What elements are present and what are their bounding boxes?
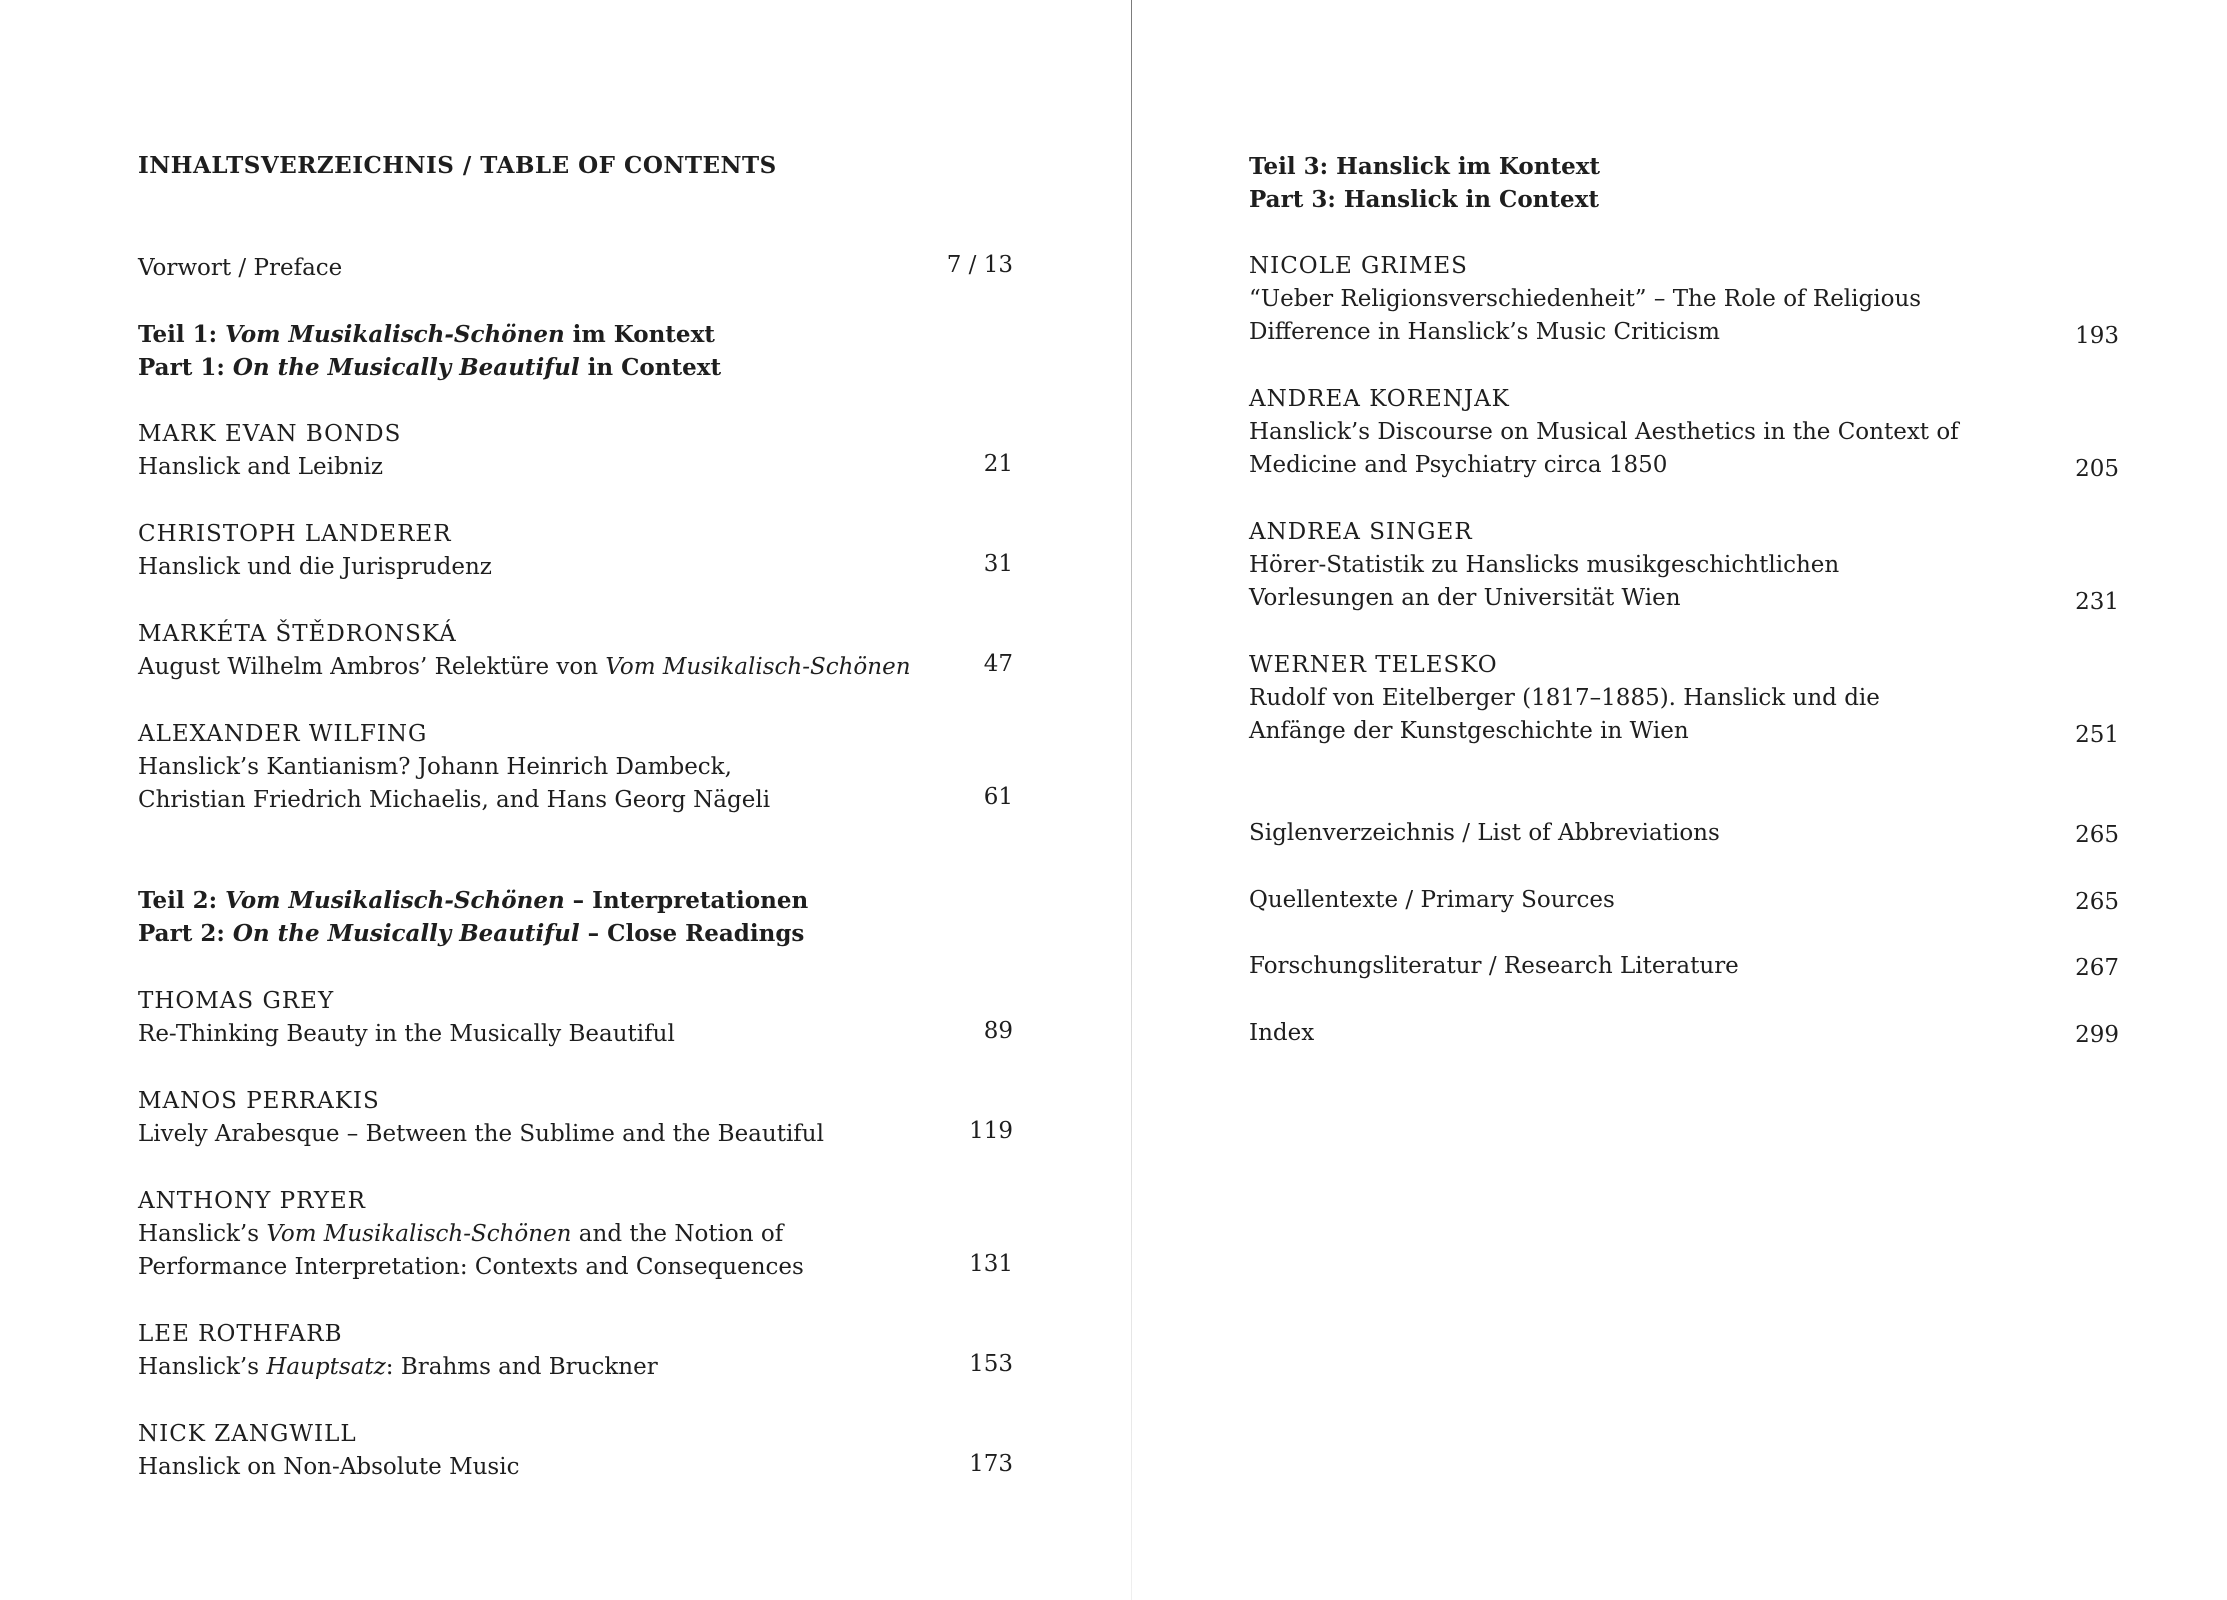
entry-page: 153 [969,1351,1013,1377]
entry-title: Hanslick und die Jurisprudenz [138,554,492,580]
entry-page: 193 [2075,323,2119,349]
entry-page: 119 [969,1118,1013,1144]
backmatter-page: 265 [2075,822,2119,848]
part2-title-de: Teil 2: Vom Musikalisch-Schönen – Interpretationen [138,887,809,914]
entry-title: Hanslick’s Hauptsatz: Brahms and Bruckner [138,1354,658,1380]
backmatter-title: Index [1249,1020,1315,1046]
part1-title-de: Teil 1: Vom Musikalisch-Schönen im Kontext [138,321,715,348]
entry-author: ALEXANDER WILFING [138,721,428,747]
entry-page: 61 [983,784,1013,810]
entry-title-line1: Rudolf von Eitelberger (1817–1885). Hanslick und die [1249,685,1880,711]
entry-page: 47 [983,651,1013,677]
page-gutter [1131,0,1132,1600]
entry-title-line1: Hanslick’s Vom Musikalisch-Schönen and the Notion of [138,1221,784,1247]
entry-title-line2: Medicine and Psychiatry circa 1850 [1249,452,1668,478]
toc-heading: INHALTSVERZEICHNIS / TABLE OF CONTENTS [138,152,777,179]
entry-author: MARKÉTA ŠTĚDRONSKÁ [138,621,457,647]
entry-title-line1: “Ueber Religionsverschiedenheit” – The Role of Religious [1249,286,1922,312]
entry-author: THOMAS GREY [138,988,335,1014]
entry-title: Re-Thinking Beauty in the Musically Beautiful [138,1021,675,1047]
entry-author: MARK EVAN BONDS [138,421,402,447]
entry-author: NICK ZANGWILL [138,1421,357,1447]
backmatter-page: 299 [2075,1022,2119,1048]
entry-page: 31 [983,551,1013,577]
entry-page: 89 [983,1018,1013,1044]
entry-page: 131 [969,1251,1013,1277]
preface-page: 7 / 13 [946,252,1013,278]
entry-author: MANOS PERRAKIS [138,1088,380,1114]
entry-author: ANDREA SINGER [1249,519,1473,545]
entry-author: LEE ROTHFARB [138,1321,343,1347]
backmatter-title: Siglenverzeichnis / List of Abbreviations [1249,820,1720,846]
entry-title-line1: Hanslick’s Discourse on Musical Aesthetics in the Context of [1249,419,1959,445]
entry-title-line1: Hanslick’s Kantianism? Johann Heinrich Dambeck, [138,754,732,780]
backmatter-title: Quellentexte / Primary Sources [1249,887,1615,913]
backmatter-page: 265 [2075,889,2119,915]
right-page [1249,0,2119,1600]
entry-title-line2: Performance Interpretation: Contexts and Consequences [138,1254,804,1280]
entry-page: 21 [983,451,1013,477]
preface-title: Vorwort / Preface [138,255,343,281]
entry-page: 173 [969,1451,1013,1477]
part2-title-en: Part 2: On the Musically Beautiful – Close Readings [138,920,805,947]
entry-author: ANDREA KORENJAK [1249,386,1510,412]
part3-title-de: Teil 3: Hanslick im Kontext [1249,153,1601,180]
entry-page: 251 [2075,722,2119,748]
entry-title-line2: Vorlesungen an der Universität Wien [1249,585,1681,611]
entry-author: NICOLE GRIMES [1249,253,1468,279]
entry-title: Hanslick and Leibniz [138,454,384,480]
entry-title: Lively Arabesque – Between the Sublime and the Beautiful [138,1121,824,1147]
part1-title-en: Part 1: On the Musically Beautiful in Context [138,354,722,381]
part3-title-en: Part 3: Hanslick in Context [1249,186,1599,213]
entry-page: 205 [2075,456,2119,482]
left-page [138,0,1013,1600]
entry-title: Hanslick on Non-Absolute Music [138,1454,520,1480]
entry-title-line2: Difference in Hanslick’s Music Criticism [1249,319,1720,345]
entry-title-line1: Hörer-Statistik zu Hanslicks musikgeschichtlichen [1249,552,1840,578]
entry-author: ANTHONY PRYER [138,1188,366,1214]
entry-title-line2: Christian Friedrich Michaelis, and Hans Georg Nägeli [138,787,771,813]
backmatter-title: Forschungsliteratur / Research Literature [1249,953,1739,979]
entry-author: WERNER TELESKO [1249,652,1498,678]
entry-author: CHRISTOPH LANDERER [138,521,452,547]
entry-page: 231 [2075,589,2119,615]
entry-title: August Wilhelm Ambros’ Relektüre von Vom Musikalisch-Schönen [138,654,911,680]
backmatter-page: 267 [2075,955,2119,981]
entry-title-line2: Anfänge der Kunstgeschichte in Wien [1249,718,1689,744]
